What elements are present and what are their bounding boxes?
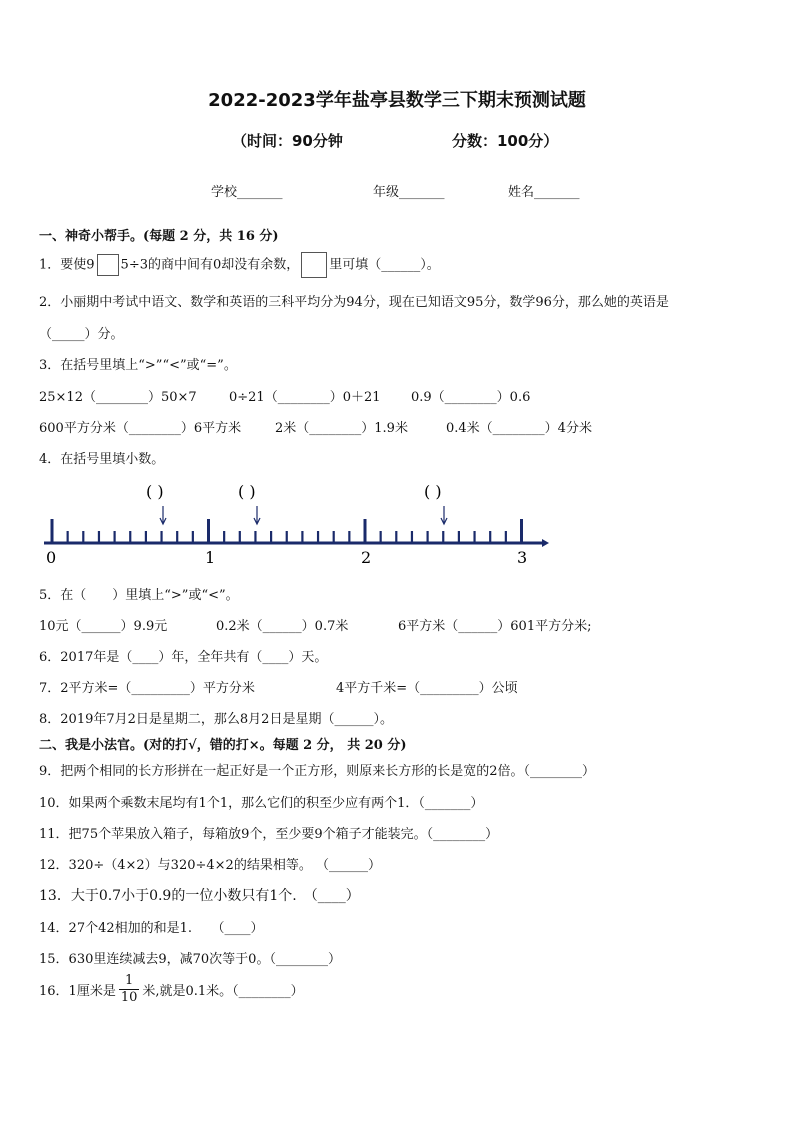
name-field: 姓名_______ — [508, 185, 580, 200]
q3-row2-item-2: 2米（________）1.9米 — [275, 421, 408, 436]
blank-3: ( ) — [424, 482, 442, 501]
arrow-1 — [160, 506, 166, 524]
tick-marks — [52, 519, 522, 543]
axis-arrowhead — [542, 539, 549, 547]
tick-label-2: 2 — [361, 548, 372, 567]
question-14: 14．27个42相加的和是1. （____） — [39, 921, 264, 936]
q1-end: 里可填（______）。 — [329, 257, 440, 273]
q3-row1-item-1: 25×12（________）50×7 — [39, 390, 197, 405]
q3-row1-item-2: 0÷21（________）0＋21 — [229, 390, 381, 405]
question-13: 13．大于0.7小于0.9的一位小数只有1个. （____） — [39, 888, 360, 904]
time-label: （时间：90分钟 — [232, 132, 343, 150]
digit-box-1 — [97, 254, 119, 276]
q16-pre: 16．1厘米是 — [39, 984, 116, 999]
question-8: 8．2019年7月2日是星期二，那么8月2日是星期（______）。 — [39, 712, 393, 727]
digit-box-2 — [301, 252, 327, 278]
question-1 — [39, 252, 440, 278]
section1-heading: 一、神奇小帮手。(每题 2 分，共 16 分) — [39, 229, 279, 244]
q3-row1-item-3: 0.9（________）0.6 — [411, 390, 531, 405]
question-9: 9．把两个相同的长方形拼在一起正好是一个正方形，则原来长方形的长是宽的2倍。（________） — [39, 764, 596, 779]
section2-heading: 二、我是小法官。(对的打√，错的打×。每题 2 分， 共 20 分) — [39, 738, 407, 753]
q5-item-1: 10元（______）9.9元 — [39, 619, 168, 634]
q3-row2-item-3: 0.4米（________）4分米 — [446, 421, 592, 436]
q16-post: 米,就是0.1米。（________） — [142, 984, 304, 999]
blank-2: ( ) — [238, 482, 256, 501]
number-line — [42, 475, 552, 570]
arrow-2 — [254, 506, 260, 524]
q1-number: 1．要使9 — [39, 257, 95, 273]
score-label: 分数：100分） — [452, 132, 559, 150]
fraction-one-tenth — [119, 973, 140, 1006]
question-16 — [39, 973, 304, 1006]
school-field: 学校_______ — [211, 185, 283, 200]
grade-field: 年级_______ — [373, 185, 445, 200]
blank-1: ( ) — [146, 482, 164, 501]
question-5: 5．在（ ）里填上“>”或“<”。 — [39, 588, 239, 603]
question-7b: 4平方千米=（_________）公顷 — [336, 681, 518, 696]
question-6: 6．2017年是（____）年，全年共有（____）天。 — [39, 650, 328, 665]
question-10: 10．如果两个乘数末尾均有1个1，那么它们的积至少应有两个1．（_______） — [39, 796, 484, 811]
question-15: 15．630里连续减去9，减70次等于0。（________） — [39, 952, 341, 967]
fraction-denominator: 10 — [120, 990, 138, 1005]
fraction-numerator: 1 — [119, 973, 140, 990]
question-3: 3．在括号里填上“>”“<”或“=”。 — [39, 358, 237, 373]
question-2-line-1: 2．小丽期中考试中语文、数学和英语的三科平均分为94分，现在已知语文95分，数学96分，那么她的英语是 — [39, 295, 669, 310]
arrow-3 — [441, 506, 447, 524]
q5-item-2: 0.2米（______）0.7米 — [216, 619, 349, 634]
tick-label-1: 1 — [205, 548, 216, 567]
question-12: 12．320÷（4×2）与320÷4×2的结果相等。 （______） — [39, 858, 381, 873]
question-7a: 7．2平方米=（_________）平方分米 — [39, 681, 255, 696]
page-title: 2022-2023学年盐亭县数学三下期末预测试题 — [208, 90, 586, 111]
q5-item-3: 6平方米（______）601平方分米; — [398, 619, 592, 634]
question-11: 11．把75个苹果放入箱子，每箱放9个，至少要9个箱子才能装完。（________） — [39, 827, 499, 842]
question-2-line-2: （_____）分。 — [39, 327, 124, 342]
q3-row2-item-1: 600平方分米（________）6平方米 — [39, 421, 242, 436]
question-4: 4．在括号里填小数。 — [39, 452, 165, 467]
tick-label-3: 3 — [517, 548, 528, 567]
q1-middle: 5÷3的商中间有0却没有余数， — [120, 257, 300, 273]
tick-label-0: 0 — [46, 548, 57, 567]
